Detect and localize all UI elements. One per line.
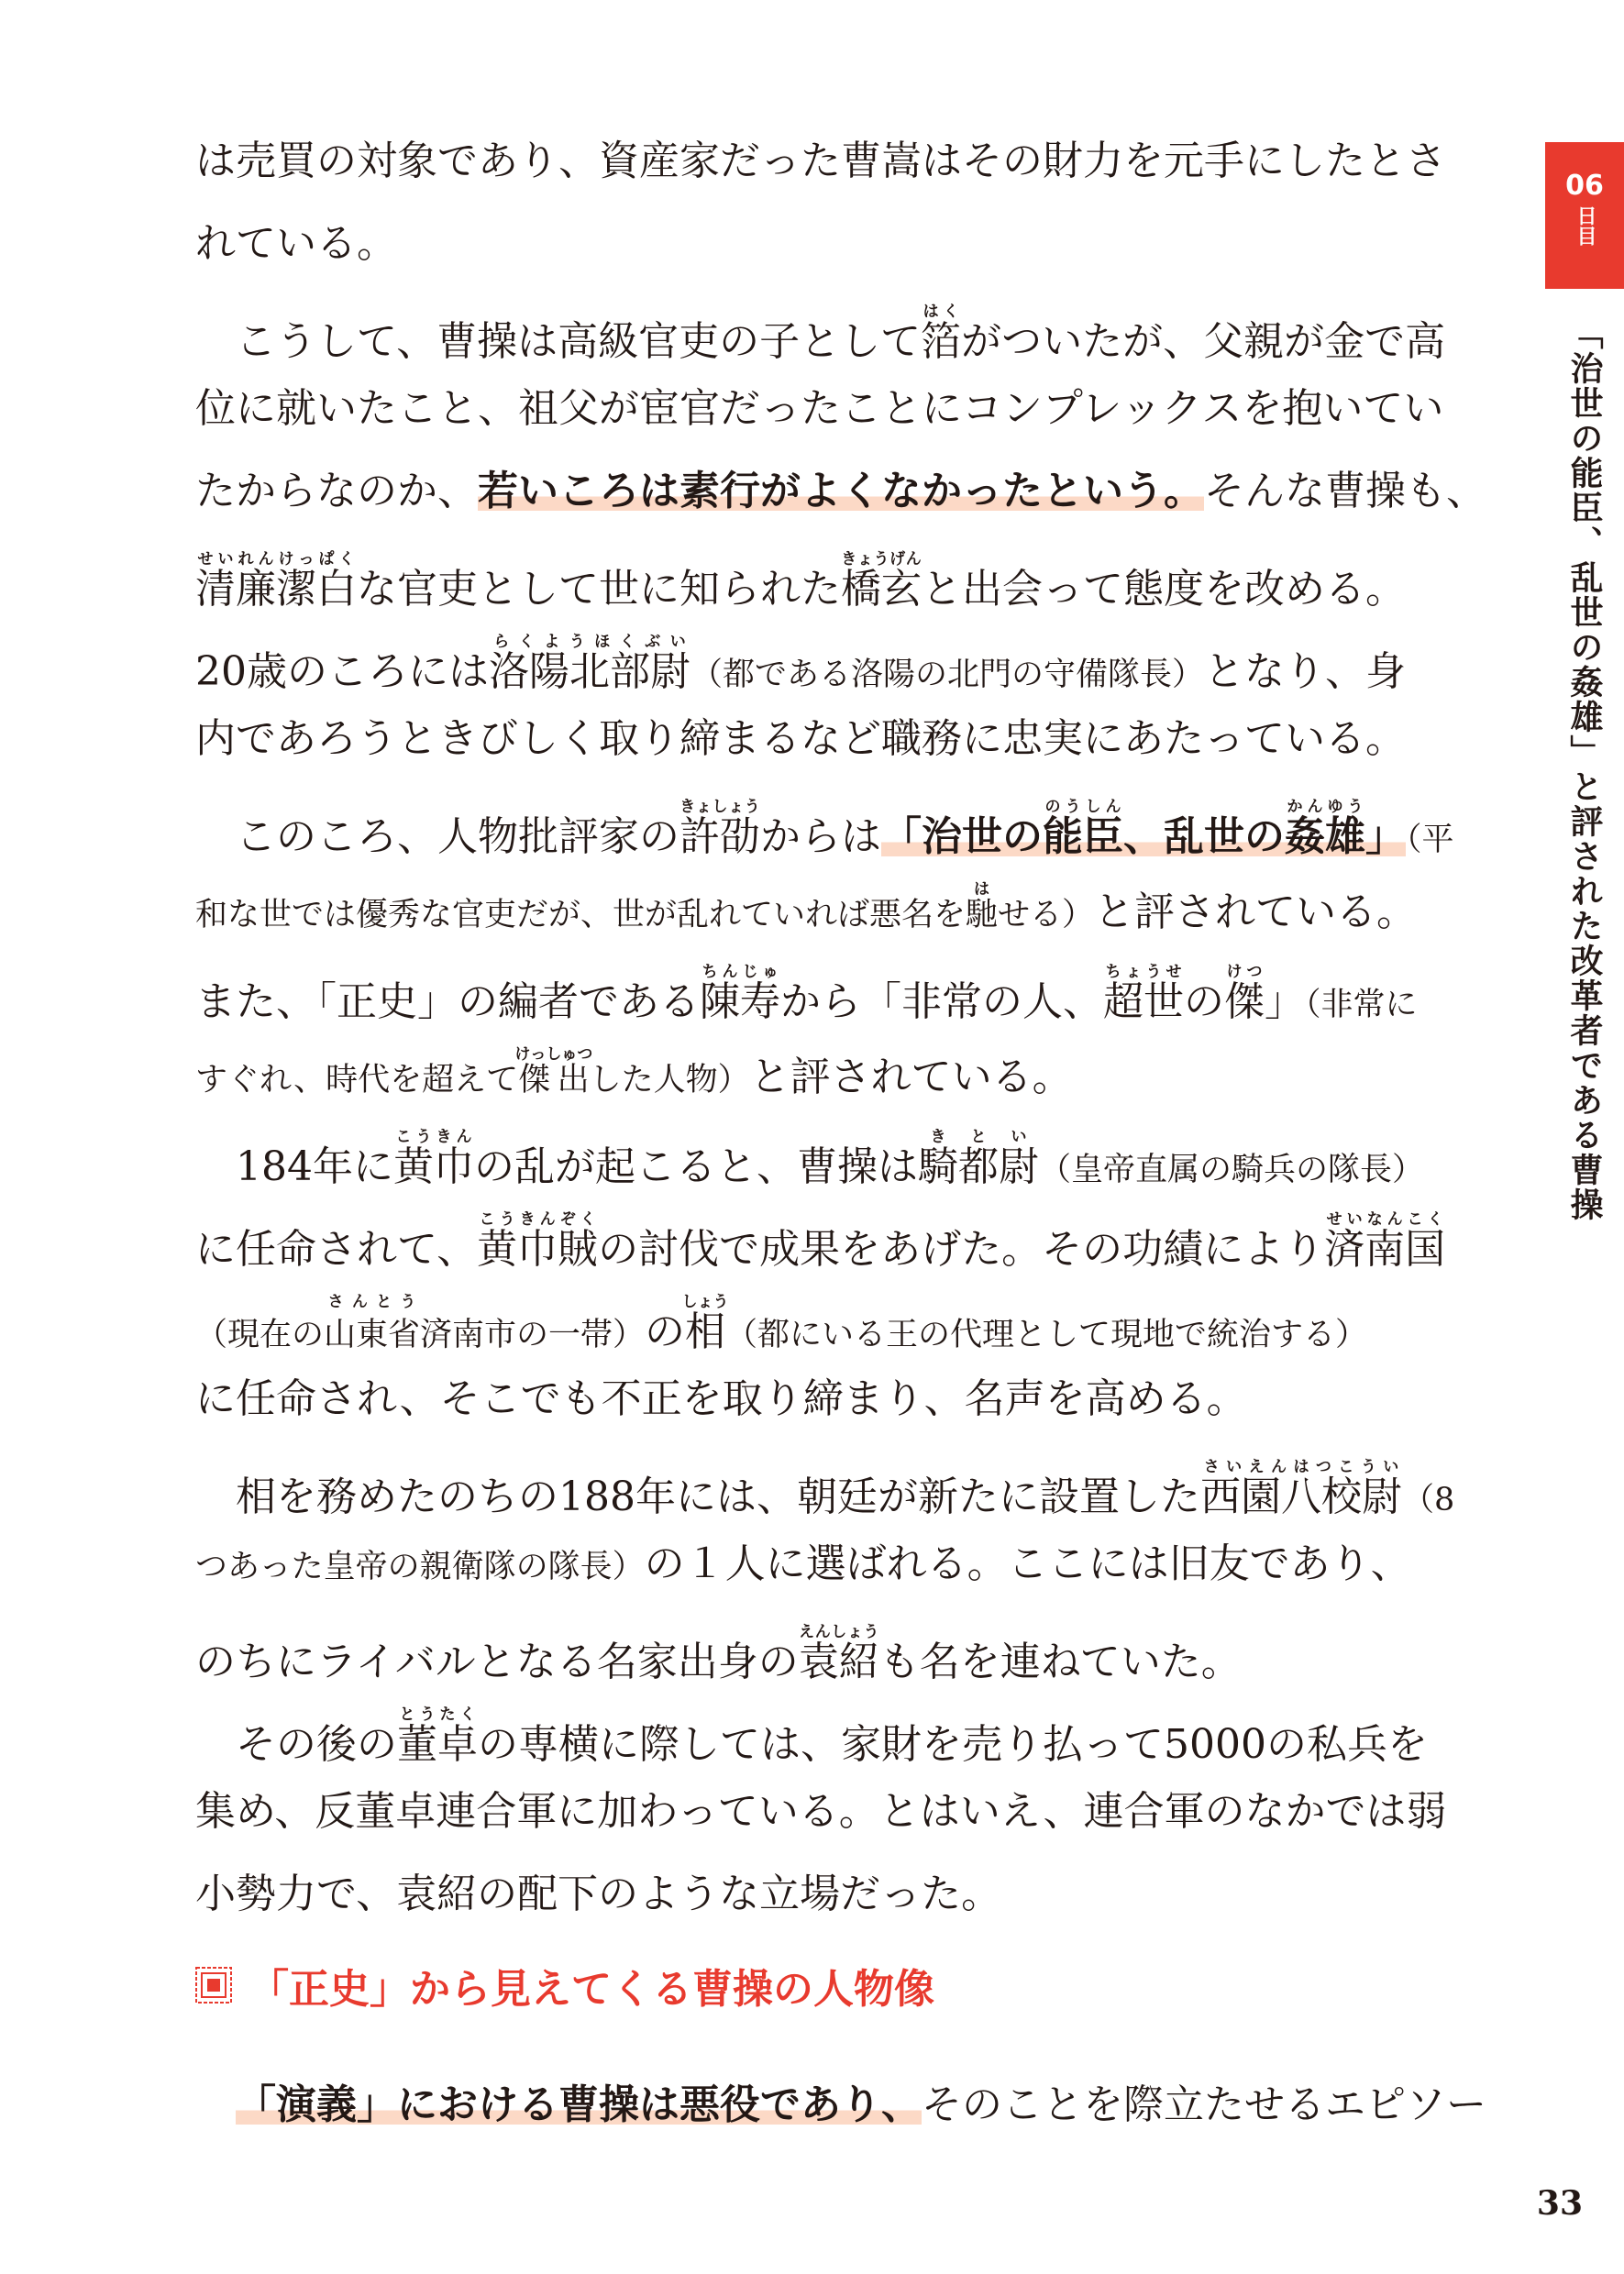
text-line: すぐれ、時代を超えて傑出けっしゅつした人物）と評されている。: [195, 1045, 1073, 1100]
page-number: 33: [1536, 2184, 1583, 2223]
text-line: に任命され、そこでも不正を取り締まり、名声を高める。: [195, 1375, 1247, 1422]
text-line: たからなのか、若いころは素行がよくなかったという。そんな曹操も、: [195, 468, 1486, 514]
day-unit: 日目: [1574, 205, 1596, 246]
text-line: つあった皇帝の親衛隊の隊長）の１人に選ばれる。ここには旧友であり、: [195, 1540, 1411, 1587]
text-line: 20歳のころには洛陽北部尉らくようほくぶい（都である洛陽の北門の守備隊長）となり、身: [195, 633, 1407, 695]
day-tab: [1545, 142, 1624, 289]
text-line: また、「正史」の編者である陳寿ちんじゅから「非常の人、超世ちょうせの傑けつ」（非常に: [195, 963, 1418, 1025]
section-heading: [195, 1953, 934, 2017]
highlight-phrase: 「演義」における曹操は悪役であり、: [236, 2081, 922, 2128]
text-line: （現在の山東省さんとう済南市の一帯）の相しょう（都にいる王の代理として現地で統治する）: [195, 1293, 1368, 1355]
text-line: このころ、人物批評家の許劭きょしょうからは「治世の能臣のうしん、乱世の姦雄かんゆう」（平: [236, 798, 1454, 860]
text-line: 相を務めたのちの188年には、朝廷が新たに設置した西園八校尉さいえんはつこうい（8: [236, 1458, 1455, 1520]
chapter-side-title: 「治世の能臣、乱世の姦雄」と評された改革者である曹操: [1565, 316, 1603, 1222]
day-number: 06: [1565, 170, 1604, 202]
text-line: れている。: [195, 220, 397, 267]
text-line: 集め、反董卓連合軍に加わっている。とはいえ、連合軍のなかでは弱: [195, 1788, 1447, 1835]
text-line: 184年に黄巾こうきんの乱が起こると、曹操は騎都尉きとい（皇帝直属の騎兵の隊長）: [236, 1128, 1424, 1190]
text-line: 清廉潔白せいれんけっぱくな官吏として世に知られた橋玄きょうげんと出会って態度を改める。: [195, 550, 1406, 613]
text-line: は売買の対象であり、資産家だった曹嵩はその財力を元手にしたとさ: [195, 138, 1446, 184]
highlight-quote: 「治世の能臣のうしん、乱世の姦雄かんゆう」: [881, 798, 1406, 860]
text-line: 和な世では優秀な官吏だが、世が乱れていれば悪名を馳はせる）と評されている。: [195, 880, 1418, 935]
section-title: 「正史」から見えてくる曹操の人物像: [249, 1966, 934, 2013]
text-line: 内であろうときびしく取り締まるなど職務に忠実にあたっている。: [195, 715, 1406, 762]
text-line: 位に就いたこと、祖父が宦官だったことにコンプレックスを抱いてい: [195, 385, 1444, 432]
text-line: に任命されて、黄巾賊こうきんぞくの討伐で成果をあげた。その功績により済南国せいなんこく: [195, 1210, 1446, 1273]
text-line: 「演義」における曹操は悪役であり、そのことを際立たせるエピソー: [236, 2081, 1486, 2128]
text-line: その後の董卓とうたくの専横に際しては、家財を売り払って5000の私兵を: [236, 1706, 1428, 1768]
text-line: こうして、曹操は高級官吏の子として箔はくがついたが、父親が金で高: [236, 303, 1446, 365]
section-marker-icon: [195, 1967, 232, 2004]
highlight-phrase: 若いころは素行がよくなかったという。: [478, 468, 1204, 514]
text-line: 小勢力で、袁紹の配下のような立場だった。: [195, 1871, 1002, 1917]
text-line: のちにライバルとなる名家出身の袁紹えんしょうも名を連ねていた。: [195, 1623, 1242, 1685]
